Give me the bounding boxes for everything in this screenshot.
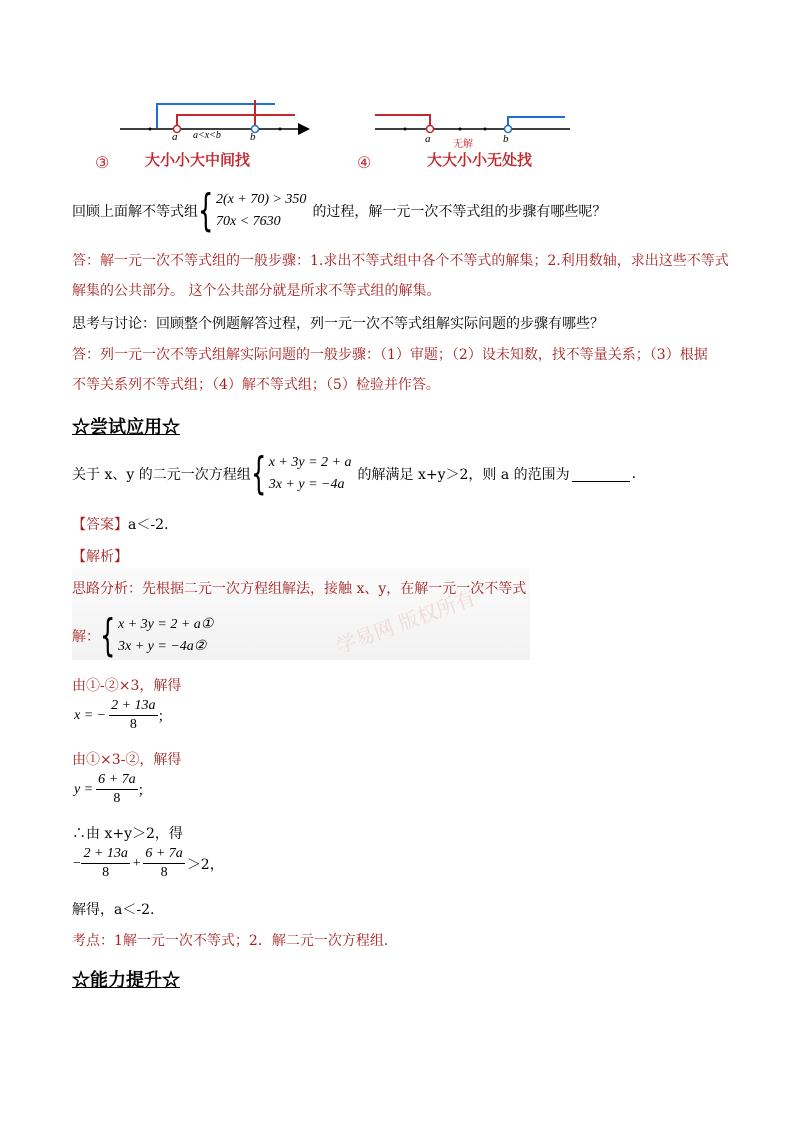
equation-1: x + 3y = 2 + a [268, 455, 352, 470]
diagram-caption-3: 大小小大中间找 [145, 151, 251, 169]
y-denominator: 8 [113, 791, 121, 806]
fraction-1 [81, 845, 129, 882]
x-lhs: x = − [74, 707, 107, 723]
fraction-2-numerator: 6 + 7a [143, 845, 184, 864]
x-numerator: 2 + 13a [109, 697, 157, 716]
fraction-2 [143, 845, 184, 882]
solve-equation-2: 3x + y = −4a② [118, 639, 207, 654]
step-3: ∴由 x+y＞2，得 [72, 826, 183, 842]
section-title-ability: ☆能力提升☆ [72, 970, 180, 991]
y-lhs: y = [74, 781, 94, 797]
red-ray [375, 115, 430, 128]
review-prefix: 回顾上面解不等式组 [72, 204, 198, 220]
blue-ray [157, 104, 275, 109]
fraction-1-numerator: 2 + 13a [81, 845, 129, 864]
answer-line [72, 514, 168, 534]
analysis-thinking: 思路分析：先根据二元一次方程组解法，接触 x、y，在解一元一次不等式 [72, 581, 527, 597]
open-circle-b [505, 126, 512, 133]
y-end: ； [137, 782, 152, 799]
review-question [72, 185, 607, 236]
inequality-2: 70x < 7630 [216, 214, 281, 229]
equation-system [269, 452, 352, 496]
y-numerator: 6 + 7a [96, 771, 137, 790]
y-fraction [96, 771, 137, 808]
analysis-image-block [72, 568, 530, 660]
discussion-answer [72, 344, 732, 396]
x-solution [74, 697, 172, 734]
section-title-try: ☆尝试应用☆ [72, 417, 180, 438]
answer-label: 【答案】 [72, 517, 128, 533]
answer-steps-line2: 解集的公共部分。 这个公共部分就是所求不等式组的解集。 [72, 283, 441, 299]
answer-steps-line1: 答：解一元一次不等式组的一般步骤：1.求出不等式组中各个不等式的解集；2.利用数轴，求出这些不等式 [72, 253, 729, 269]
open-circle-a [427, 126, 434, 133]
plus-sign: + [131, 855, 142, 871]
step-2: 由①×3-②，解得 [72, 752, 182, 768]
label-no-solution: 无解 [453, 139, 473, 150]
x-end: ； [157, 708, 172, 725]
blue-ray [508, 117, 565, 128]
problem-suffix: 的解满足 x+y＞2，则 a 的范围为 [357, 467, 570, 483]
label-a: a [172, 131, 178, 143]
answer-blank [572, 467, 630, 482]
result-line: 解得，a＜-2. [72, 902, 155, 918]
x-denominator: 8 [129, 717, 137, 732]
solve-equation-1: x + 3y = 2 + a① [118, 617, 214, 632]
number-line-diagram-4 [355, 95, 585, 175]
watermark: 学易网 版权所有 [332, 585, 479, 659]
fraction-1-denominator: 8 [102, 865, 110, 880]
problem-end: . [631, 466, 637, 482]
label-b: b [250, 131, 256, 143]
discussion-question: 思考与讨论：回顾整个例题解答过程，列一元一次不等式组解实际问题的步骤有哪些？ [72, 316, 604, 332]
inequality-combined [72, 845, 224, 882]
problem-statement [72, 450, 636, 498]
step-1: 由①-②×3，解得 [72, 678, 182, 694]
analysis-label: 【解析】 [72, 549, 128, 565]
inequality-system [216, 189, 306, 233]
fraction-2-denominator: 8 [160, 865, 168, 880]
solve-equations [118, 614, 213, 658]
problem-prefix: 关于 x、y 的二元一次方程组 [72, 467, 251, 483]
inequality-1: 2(x + 70) > 350 [216, 192, 307, 207]
diagram-number-3: ③ [95, 153, 110, 172]
answer-value: a＜-2. [128, 517, 169, 533]
discussion-answer-line2: 不等关系列不等式组；（4）解不等式组；（5）检验并作答。 [72, 377, 440, 393]
minus-sign: − [72, 855, 82, 871]
solve-prefix: 解： [72, 629, 100, 645]
label-b: b [503, 133, 509, 145]
label-interval: a<x<b [193, 130, 221, 141]
diagram-number-4: ④ [357, 153, 372, 172]
system-brace: { [250, 448, 267, 499]
kaodian-line: 考点：1解一元一次不等式；2．解二元一次方程组． [72, 933, 398, 949]
system-brace: { [198, 185, 214, 236]
equation-2: 3x + y = −4a [268, 477, 345, 492]
diagram-caption-4: 大大小小无处找 [427, 151, 533, 169]
red-ray [177, 115, 295, 129]
y-solution [74, 771, 152, 808]
solve-system [72, 612, 213, 660]
number-line-diagram-3 [95, 95, 320, 175]
review-suffix: 的过程，解一元一次不等式组的步骤有哪些呢？ [312, 204, 607, 220]
discussion-answer-line1: 答：列一元一次不等式组解实际问题的一般步骤：（1）审题；（2）设未知数，找不等量关系；（3）根据 [72, 347, 708, 363]
system-brace: { [100, 610, 116, 661]
x-fraction [109, 697, 157, 734]
answer-steps [72, 250, 732, 302]
inequality-end: ＞2， [186, 856, 224, 873]
label-a: a [425, 133, 431, 145]
